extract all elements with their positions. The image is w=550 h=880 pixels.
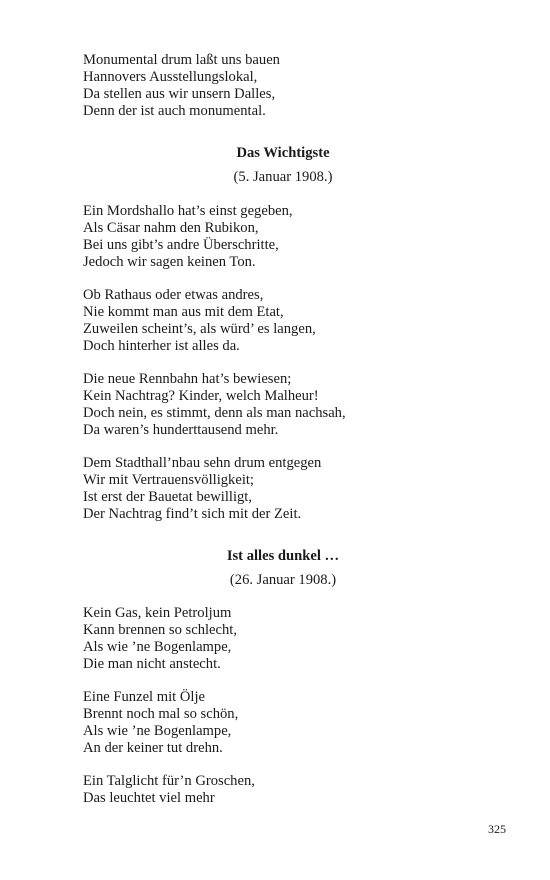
verse-line: Kein Nachtrag? Kinder, welch Malheur! [83, 388, 319, 404]
verse-line: Jedoch wir sagen keinen Ton. [83, 254, 256, 270]
poem-title: Das Wichtigste [236, 145, 330, 161]
verse-line: Dem Stadthall’nbau sehn drum entgegen [83, 455, 322, 471]
verse-line: Denn der ist auch monumental. [83, 103, 266, 119]
verse-line: Doch nein, es stimmt, denn als man nachsah, [83, 405, 346, 421]
verse-line: Ist erst der Bauetat bewilligt, [83, 489, 252, 505]
verse-line: Ein Mordshallo hat’s einst gegeben, [83, 203, 293, 219]
stanza [83, 455, 483, 523]
verse-line: Brennt noch mal so schön, [83, 706, 239, 722]
verse-line: Die man nicht anstecht. [83, 656, 221, 672]
stanza [83, 371, 483, 439]
verse-line: Bei uns gibt’s andre Überschritte, [83, 237, 279, 253]
poem-title: Ist alles dunkel … [226, 548, 340, 564]
verse-line: Wir mit Vertrauensvölligkeit; [83, 472, 254, 488]
verse-line: Da waren’s hunderttausend mehr. [83, 422, 279, 438]
verse-line: Als wie ’ne Bogenlampe, [83, 639, 232, 655]
verse-line: Monumental drum laßt uns bauen [83, 52, 280, 68]
verse-line: Doch hinterher ist alles da. [83, 338, 240, 354]
verse-line: Die neue Rennbahn hat’s bewiesen; [83, 371, 292, 387]
verse-line: Kann brennen so schlecht, [83, 622, 237, 638]
verse-line: Das leuchtet viel mehr [83, 790, 215, 806]
verse-line: Hannovers Ausstellungslokal, [83, 69, 258, 85]
page-number: 325 [488, 822, 506, 836]
verse-line: Zuweilen scheint’s, als würd’ es langen, [83, 321, 316, 337]
verse-line: Als Cäsar nahm den Rubikon, [83, 220, 259, 236]
verse-line: Als wie ’ne Bogenlampe, [83, 723, 232, 739]
stanza [83, 689, 483, 757]
stanza [83, 203, 483, 271]
verse-line: Ob Rathaus oder etwas andres, [83, 287, 264, 303]
stanza [83, 605, 483, 673]
verse-line: Kein Gas, kein Petroljum [83, 605, 232, 621]
verse-line: Eine Funzel mit Ölje [83, 689, 205, 705]
poem-date: (5. Januar 1908.) [233, 169, 333, 185]
verse-line: Der Nachtrag find’t sich mit der Zeit. [83, 506, 302, 522]
verse-line: Nie kommt man aus mit dem Etat, [83, 304, 284, 320]
stanza [83, 52, 483, 120]
verse-line: Da stellen aus wir unsern Dalles, [83, 86, 276, 102]
stanza [83, 287, 483, 355]
stanza [83, 773, 483, 807]
verse-line: An der keiner tut drehn. [83, 740, 223, 756]
poem-date: (26. Januar 1908.) [229, 572, 337, 588]
verse-line: Ein Talglicht für’n Groschen, [83, 773, 255, 789]
